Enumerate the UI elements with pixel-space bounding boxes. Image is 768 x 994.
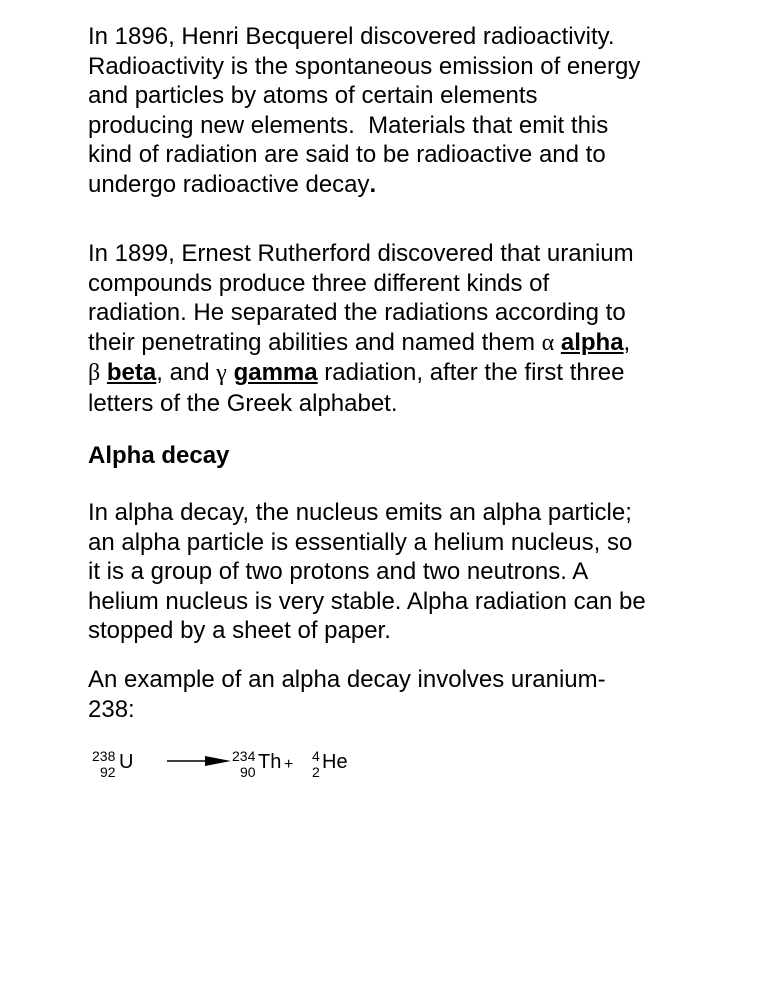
mass-number: 238 (92, 748, 116, 764)
element-symbol: U (119, 751, 134, 773)
element-symbol: He (322, 751, 348, 773)
decay-equation (92, 748, 412, 788)
term-gamma: gamma (233, 359, 318, 387)
bold-period: . (369, 170, 377, 198)
text-line: it is a group of two protons and two neutrons. A (88, 558, 589, 586)
text-line: In 1896, Henri Becquerel discovered radioactivity. (88, 23, 615, 50)
text-line: Radioactivity is the spontaneous emission of energy (88, 52, 641, 80)
text-line: An example of an alpha decay involves uranium- (88, 666, 606, 693)
text-line: an alpha particle is essentially a helium nucleus, so (88, 528, 633, 556)
section-heading: Alpha decay (88, 442, 230, 469)
text-span: , and (156, 359, 217, 387)
atomic-number: 92 (100, 764, 116, 780)
paragraph-example (88, 665, 748, 724)
paragraph-rutherford (88, 239, 748, 419)
text-line: letters of the Greek alphabet. (88, 389, 398, 417)
text-line: producing new elements. Materials that emit this (88, 111, 609, 139)
text-line: kind of radiation are said to be radioactive and to (88, 141, 606, 169)
text-span: undergo radioactive decay (88, 170, 370, 198)
text-span: their penetrating abilities and named them (88, 328, 542, 356)
atomic-number: 90 (240, 764, 256, 780)
text-line: compounds produce three different kinds of (88, 269, 550, 297)
text-line: their penetrating abilities and named them α alpha, (88, 328, 631, 356)
text-line: radiation. He separated the radiations according to (88, 299, 626, 327)
text-line: and particles by atoms of certain elements (88, 82, 538, 110)
text-line: In 1899, Ernest Rutherford discovered that uranium (88, 240, 634, 267)
mass-number: 4 (312, 748, 320, 764)
reaction-arrow-icon (167, 754, 232, 768)
text-line: In alpha decay, the nucleus emits an alpha particle; (88, 499, 632, 526)
text-span: radiation, after the first three (317, 359, 625, 387)
gamma-symbol: γ (216, 360, 227, 387)
beta-symbol: β (88, 360, 101, 387)
text-line: 238: (88, 695, 135, 723)
text-line (88, 170, 748, 200)
atomic-number: 2 (312, 764, 320, 780)
text-line: stopped by a sheet of paper. (88, 617, 391, 645)
alpha-symbol: α (541, 329, 555, 356)
element-symbol: Th (258, 751, 282, 773)
text-line: helium nucleus is very stable. Alpha radiation can be (88, 587, 646, 615)
paragraph-becquerel (88, 22, 748, 200)
term-beta: beta (106, 359, 157, 387)
paragraph-alpha-decay (88, 498, 748, 646)
term-alpha: alpha (560, 328, 624, 356)
mass-number: 234 (232, 748, 256, 764)
text-line (88, 358, 748, 389)
plus-sign: + (284, 756, 294, 773)
